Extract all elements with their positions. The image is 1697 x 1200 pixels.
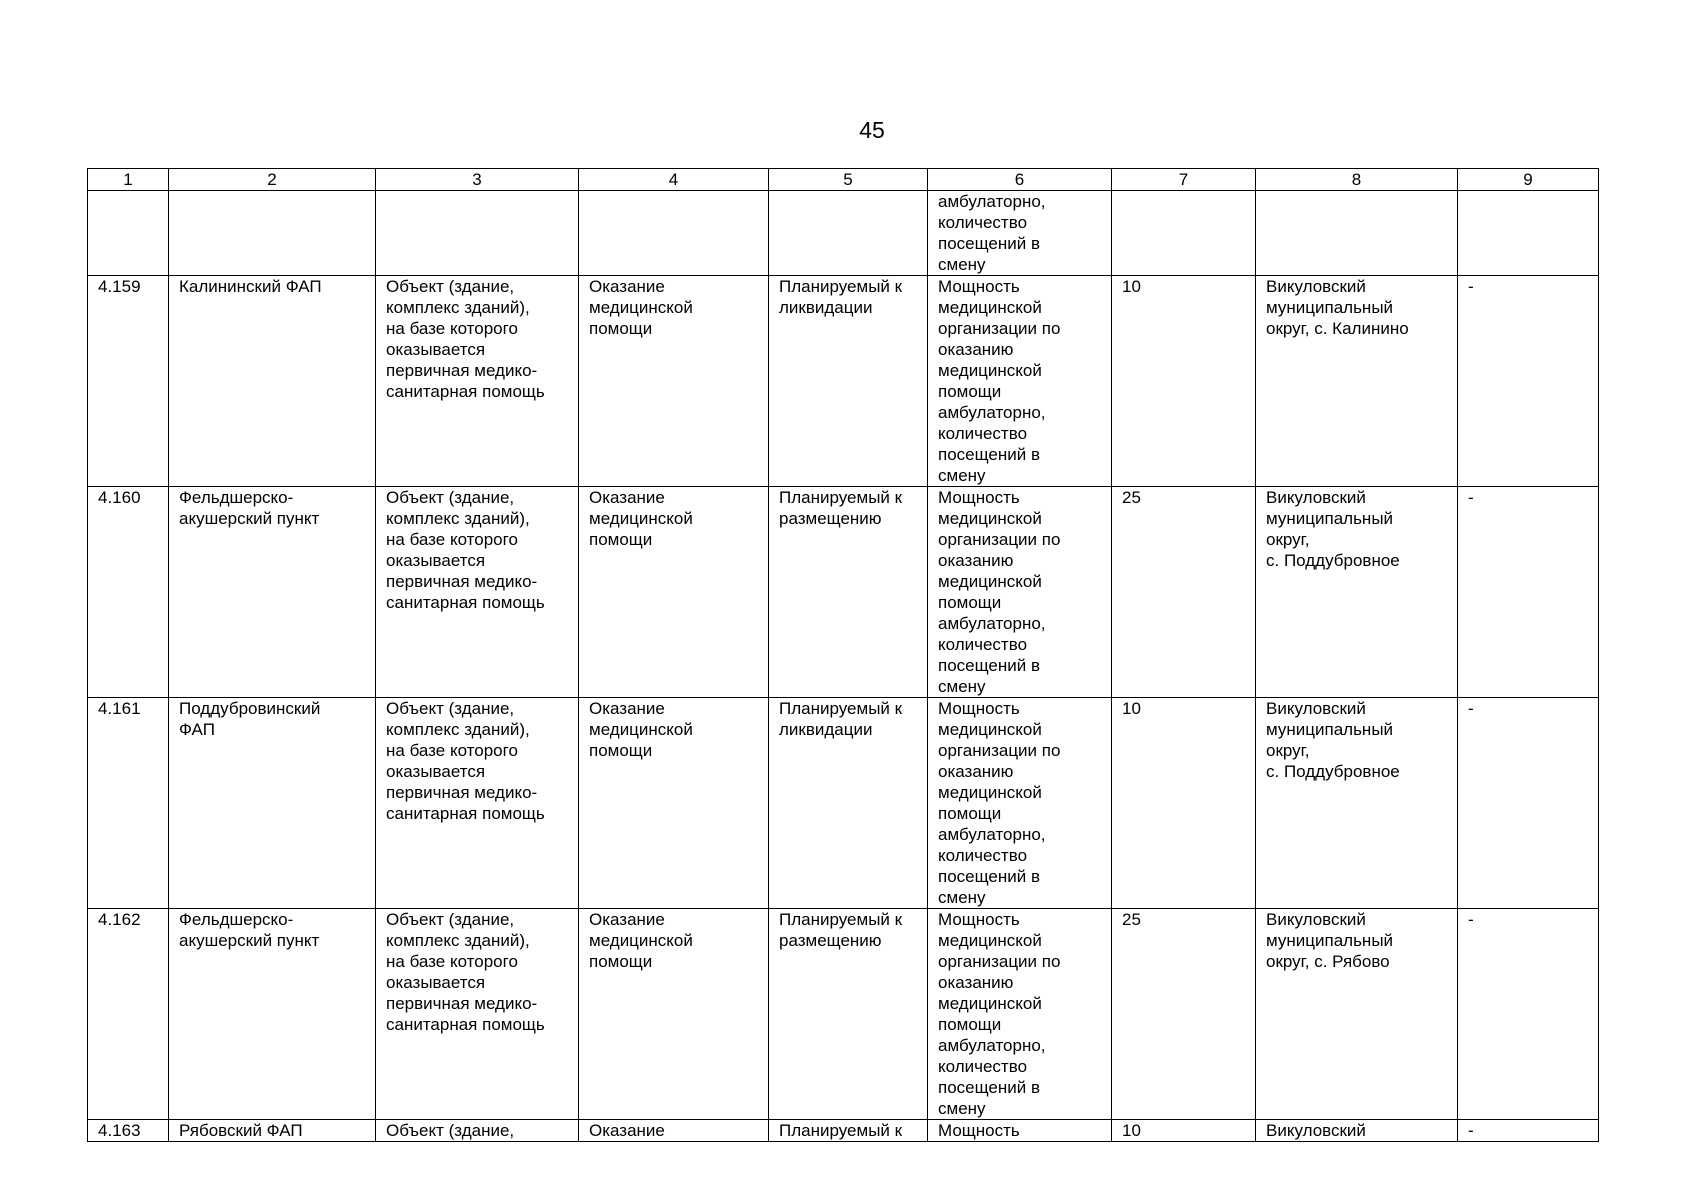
table-cell [169,191,376,276]
table-cell: Викуловский [1256,1120,1458,1142]
column-header: 9 [1458,169,1599,191]
table-cell: Объект (здание, комплекс зданий), на базе которого оказывается первичная медико- санитарная помощь [376,487,579,698]
table-cell: Планируемый к [769,1120,928,1142]
table-cell: Фельдшерско- акушерский пункт [169,909,376,1120]
table-cell [376,191,579,276]
column-header: 6 [928,169,1112,191]
table-cell: Викуловский муниципальный округ, с. Поддубровное [1256,698,1458,909]
column-header: 8 [1256,169,1458,191]
table-cell: Планируемый к ликвидации [769,698,928,909]
table-cell: - [1458,487,1599,698]
table-cell: Планируемый к ликвидации [769,276,928,487]
table-cell: Мощность медицинской организации по оказанию медицинской помощи амбулаторно, количество посещений в смену [928,276,1112,487]
table-cell: Калининский ФАП [169,276,376,487]
column-header: 3 [376,169,579,191]
column-header: 5 [769,169,928,191]
table-cell: Оказание медицинской помощи [579,909,769,1120]
table-cell: Планируемый к размещению [769,909,928,1120]
page-number: 45 [859,117,885,143]
table-cell: 10 [1112,698,1256,909]
table-row [88,487,1599,698]
table-row [88,909,1599,1120]
table-cell: Поддубровинский ФАП [169,698,376,909]
table-cell: Оказание [579,1120,769,1142]
column-header: 2 [169,169,376,191]
table-cell: 25 [1112,909,1256,1120]
table-cell: Мощность медицинской организации по оказанию медицинской помощи амбулаторно, количество посещений в смену [928,487,1112,698]
table-cell: Мощность медицинской организации по оказанию медицинской помощи амбулаторно, количество посещений в смену [928,698,1112,909]
facilities-table [87,168,1599,1142]
table-cell: Объект (здание, комплекс зданий), на базе которого оказывается первичная медико- санитарная помощь [376,276,579,487]
column-header: 4 [579,169,769,191]
table-cell: Мощность медицинской организации по оказанию медицинской помощи амбулаторно, количество посещений в смену [928,909,1112,1120]
table-cell: Мощность [928,1120,1112,1142]
table-cell: Викуловский муниципальный округ, с. Рябово [1256,909,1458,1120]
table-cell: амбулаторно, количество посещений в смену [928,191,1112,276]
table-cell: Планируемый к размещению [769,487,928,698]
table-row [88,276,1599,487]
table-cell: Объект (здание, комплекс зданий), на базе которого оказывается первичная медико- санитарная помощь [376,698,579,909]
table-cell: Оказание медицинской помощи [579,487,769,698]
table-cell: - [1458,909,1599,1120]
table-cell: 4.161 [88,698,169,909]
table-cell [1112,191,1256,276]
table-cell [579,191,769,276]
table-cell: Викуловский муниципальный округ, с. Калинино [1256,276,1458,487]
table-header-row [88,169,1599,191]
table-cell [88,191,169,276]
table-cell: Оказание медицинской помощи [579,276,769,487]
table-cell: - [1458,1120,1599,1142]
table-cell [1458,191,1599,276]
table-cell: 10 [1112,1120,1256,1142]
table-row [88,191,1599,276]
column-header: 7 [1112,169,1256,191]
table-cell: Рябовский ФАП [169,1120,376,1142]
table-row [88,1120,1599,1142]
column-header: 1 [88,169,169,191]
table-cell: - [1458,276,1599,487]
table-cell: Оказание медицинской помощи [579,698,769,909]
table-cell: Объект (здание, комплекс зданий), на базе которого оказывается первичная медико- санитарная помощь [376,909,579,1120]
table-cell: Викуловский муниципальный округ, с. Поддубровное [1256,487,1458,698]
table-cell [769,191,928,276]
table-cell: - [1458,698,1599,909]
table-cell: 4.163 [88,1120,169,1142]
table-cell: Фельдшерско- акушерский пункт [169,487,376,698]
table-cell: 10 [1112,276,1256,487]
table-cell: 25 [1112,487,1256,698]
table-row [88,698,1599,909]
table-cell [1256,191,1458,276]
table-cell: Объект (здание, [376,1120,579,1142]
table-cell: 4.160 [88,487,169,698]
table-cell: 4.159 [88,276,169,487]
table-cell: 4.162 [88,909,169,1120]
